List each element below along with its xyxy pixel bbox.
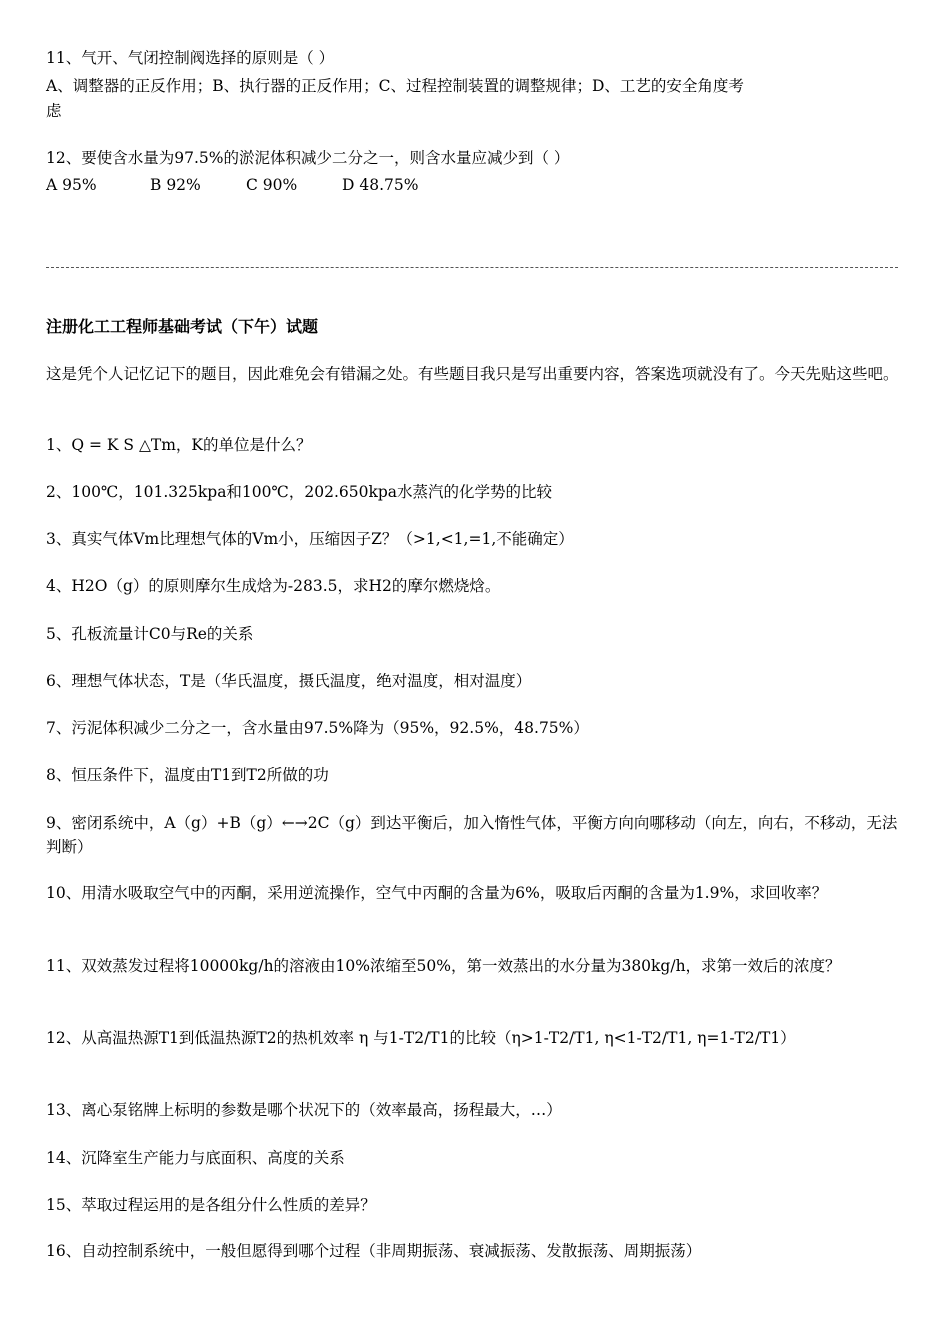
question-item: 7、污泥体积减少二分之一，含水量由97.5%降为（95%，92.5%，48.75%）: [46, 719, 589, 737]
question-item: 5、孔板流量计C0与Re的关系: [46, 625, 254, 643]
question-item: 12、从高温热源T1到低温热源T2的热机效率 η 与1-T2/T1的比较（η>1-T2/T1, η<1-T2/T1, η=1-T2/T1）: [46, 1029, 796, 1047]
option-a: A 95%: [46, 176, 97, 194]
question-item: 3、真实气体Vm比理想气体的Vm小，压缩因子Z？（>1,<1,=1,不能确定）: [46, 530, 574, 548]
question-item: 9、密闭系统中，A（g）+B（g）←→2C（g）到达平衡后，加入惰性气体，平衡方向向哪移动（向左，向右，不移动，无法判断）: [46, 814, 898, 856]
question-11-options-line1: A、调整器的正反作用；B、执行器的正反作用；C、过程控制装置的调整规律；D、工艺的安全角度考: [46, 77, 744, 95]
option-d: D 48.75%: [342, 176, 419, 194]
question-item: 10、用清水吸取空气中的丙酮，采用逆流操作，空气中丙酮的含量为6%，吸取后丙酮的含量为1.9%，求回收率？: [46, 884, 828, 902]
question-12-options: [46, 173, 418, 197]
question-item: 16、自动控制系统中，一般但愿得到哪个过程（非周期振荡、衰减振荡、发散振荡、周期振荡）: [46, 1242, 702, 1260]
option-b: B 92%: [150, 176, 201, 194]
question-item: 14、沉降室生产能力与底面积、高度的关系: [46, 1149, 345, 1167]
question-item: 15、萃取过程运用的是各组分什么性质的差异？: [46, 1196, 376, 1214]
question-item: 13、离心泵铭牌上标明的参数是哪个状况下的（效率最高，扬程最大，…）: [46, 1101, 562, 1119]
question-11-text: 11、气开、气闭控制阀选择的原则是（ ）: [46, 49, 335, 67]
question-item: 4、H2O（g）的原则摩尔生成焓为-283.5，求H2的摩尔燃烧焓。: [46, 577, 501, 595]
question-item: 11、双效蒸发过程将10000kg/h的溶液由10%浓缩至50%，第一效蒸出的水分量为380kg/h，求第一效后的浓度？: [46, 957, 841, 975]
dashed-divider: [46, 267, 898, 268]
question-item: 6、理想气体状态，T是（华氏温度，摄氏温度，绝对温度，相对温度）: [46, 672, 532, 690]
question-11-options-line2: 虑: [46, 102, 62, 120]
question-item: 2、100℃，101.325kpa和100℃，202.650kpa水蒸汽的化学势的比较: [46, 483, 553, 501]
question-item: 1、Q = K S △Tm，K的单位是什么？: [46, 436, 312, 454]
section-title: 注册化工工程师基础考试（下午）试题: [46, 317, 319, 336]
question-item: 8、恒压条件下，温度由T1到T2所做的功: [46, 766, 329, 784]
option-c: C 90%: [246, 176, 298, 194]
question-12-text: 12、要使含水量为97.5%的淤泥体积减少二分之一，则含水量应减少到（ ）: [46, 149, 570, 167]
section-intro: 这是凭个人记忆记下的题目，因此难免会有错漏之处。有些题目我只是写出重要内容，答案选项就没有了。今天先贴这些吧。: [46, 365, 899, 383]
